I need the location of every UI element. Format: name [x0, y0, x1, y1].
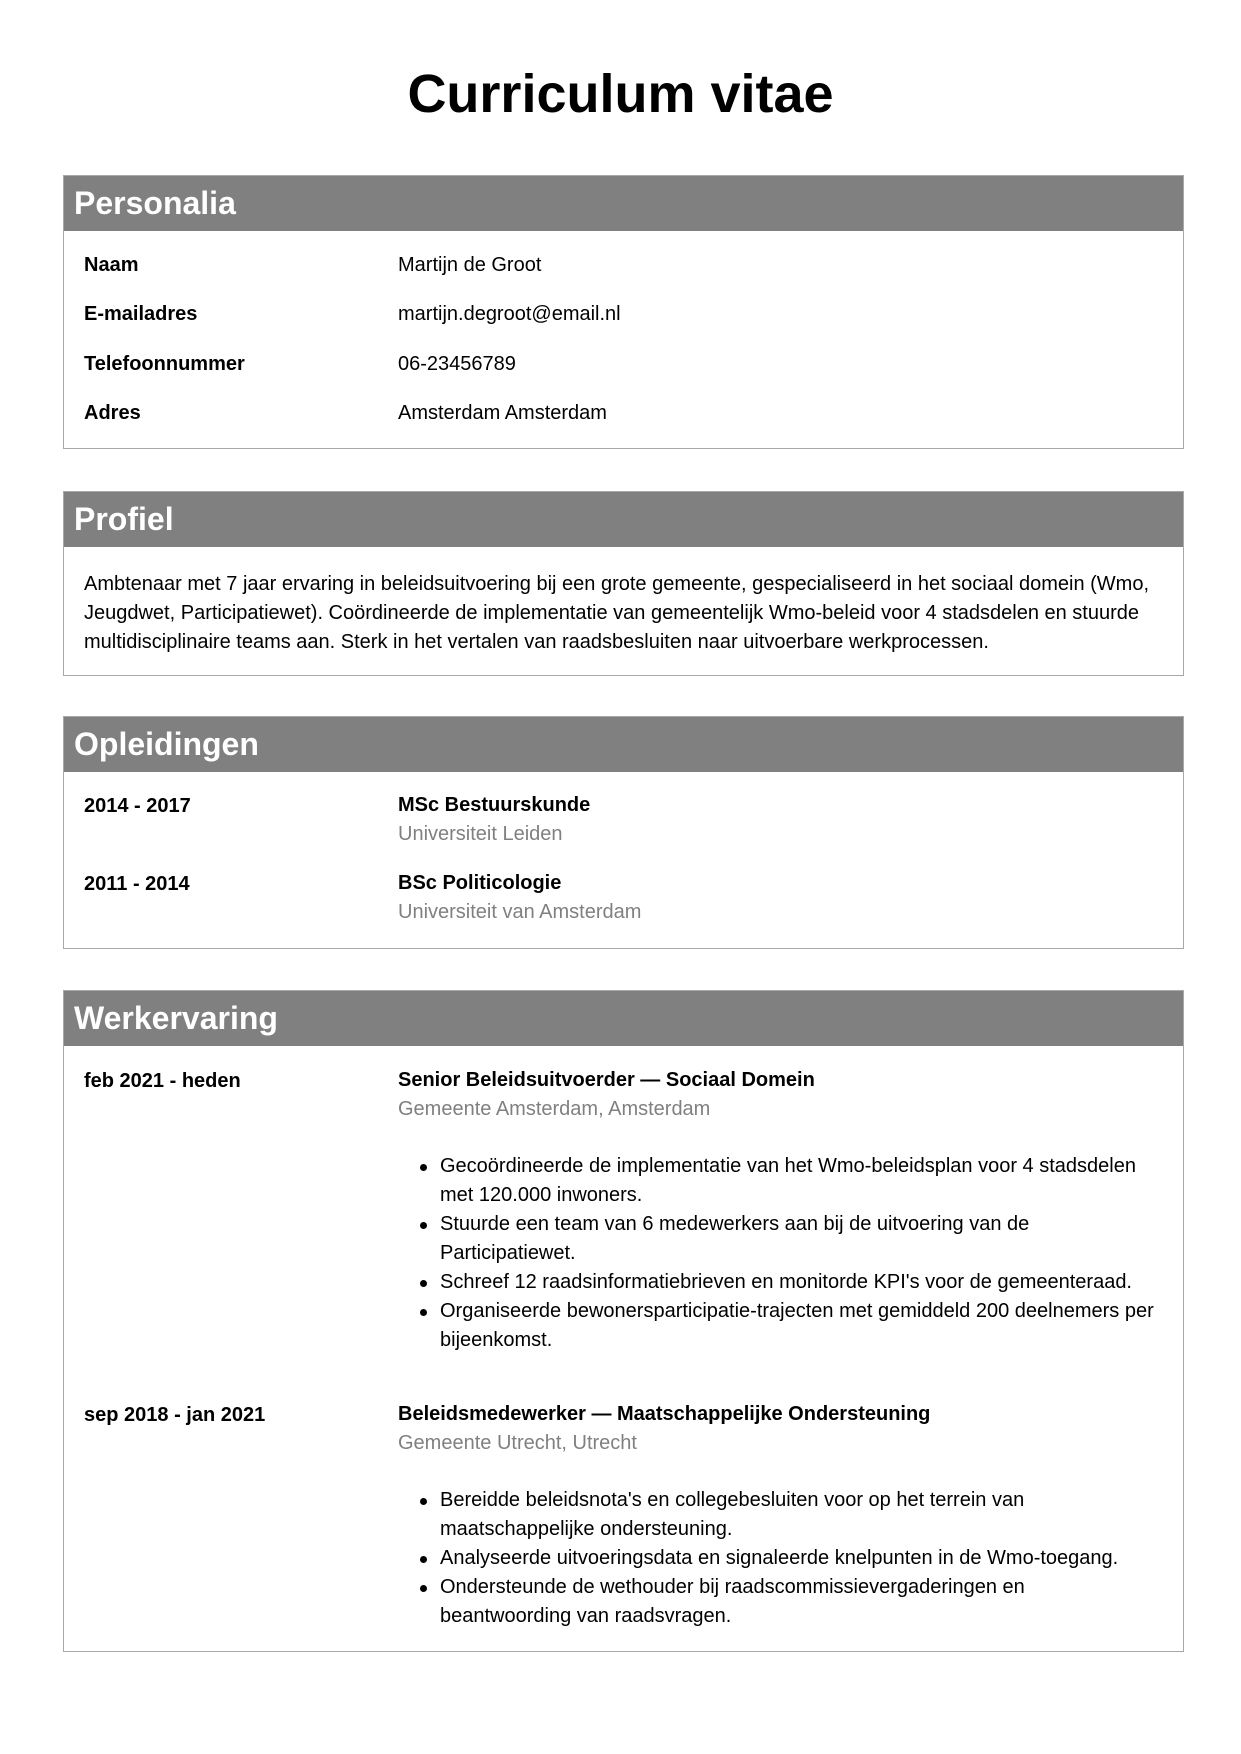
- naam-label: Naam: [84, 254, 139, 276]
- list-item: Analyseerde uitvoeringsdata en signaleerde knelpunten in de Wmo-toegang.: [418, 1544, 1158, 1573]
- opleiding-period: 2011 - 2014: [84, 873, 190, 895]
- opleidingen-section: [63, 716, 1184, 949]
- list-item: Ondersteunde de wethouder bij raadscommissievergaderingen en beantwoording van raadsvragen.: [418, 1573, 1158, 1631]
- werk-bullets: [418, 1152, 1158, 1355]
- personalia-header: Personalia: [64, 176, 1183, 231]
- list-item: Stuurde een team van 6 medewerkers aan bij de uitvoering van de Participatiewet.: [418, 1210, 1158, 1268]
- profiel-header: Profiel: [64, 492, 1183, 547]
- adres-label: Adres: [84, 402, 141, 424]
- opleiding-institution: Universiteit van Amsterdam: [398, 901, 642, 923]
- page-title: Curriculum vitae: [407, 64, 834, 124]
- werk-entry: [398, 1400, 930, 1458]
- werk-period: feb 2021 - heden: [84, 1070, 241, 1092]
- werk-entry: [398, 1066, 815, 1124]
- werk-bullets: [418, 1486, 1158, 1631]
- werk-employer: Gemeente Utrecht, Utrecht: [398, 1432, 637, 1454]
- opleiding-entry: [398, 791, 590, 849]
- list-item: Bereidde beleidsnota's en collegebesluiten voor op het terrein van maatschappelijke ondersteuning.: [418, 1486, 1158, 1544]
- email-label: E-mailadres: [84, 303, 198, 325]
- profiel-section: [63, 491, 1184, 676]
- email-value: martijn.degroot@email.nl: [398, 303, 621, 325]
- werk-period: sep 2018 - jan 2021: [84, 1404, 266, 1426]
- naam-value: Martijn de Groot: [398, 254, 542, 276]
- opleiding-institution: Universiteit Leiden: [398, 823, 563, 845]
- telefoon-value: 06-23456789: [398, 353, 516, 375]
- opleiding-degree: MSc Bestuurskunde: [398, 794, 591, 816]
- werkervaring-header: Werkervaring: [64, 991, 1183, 1046]
- opleiding-entry: [398, 869, 641, 927]
- werk-employer: Gemeente Amsterdam, Amsterdam: [398, 1098, 711, 1120]
- list-item: Organiseerde bewonersparticipatie-trajecten met gemiddeld 200 deelnemers per bijeenkomst.: [418, 1297, 1158, 1355]
- list-item: Gecoördineerde de implementatie van het Wmo-beleidsplan voor 4 stadsdelen met 120.000 inwoners.: [418, 1152, 1158, 1210]
- opleidingen-header: Opleidingen: [64, 717, 1183, 772]
- profiel-text: Ambtenaar met 7 jaar ervaring in beleidsuitvoering bij een grote gemeente, gespecialiseerd in het sociaal domein (Wmo, Jeugdwet, Participatiewet). Coördineerde de implementatie van gemeentelijk Wmo-beleid voor 4 stadsdelen en stuurde multidisciplinaire teams aan. Sterk in het vertalen van raadsbesluiten naar uitvoerbare werkprocessen.: [84, 573, 1150, 653]
- werk-role: Beleidsmedewerker — Maatschappelijke Ondersteuning: [398, 1403, 931, 1425]
- adres-value: Amsterdam Amsterdam: [398, 402, 607, 424]
- telefoon-label: Telefoonnummer: [84, 353, 245, 375]
- list-item: Schreef 12 raadsinformatiebrieven en monitorde KPI's voor de gemeenteraad.: [418, 1268, 1158, 1297]
- opleiding-period: 2014 - 2017: [84, 795, 191, 817]
- werk-role: Senior Beleidsuitvoerder — Sociaal Domein: [398, 1069, 815, 1091]
- personalia-section: [63, 175, 1184, 449]
- werkervaring-section: [63, 990, 1184, 1652]
- opleiding-degree: BSc Politicologie: [398, 872, 562, 894]
